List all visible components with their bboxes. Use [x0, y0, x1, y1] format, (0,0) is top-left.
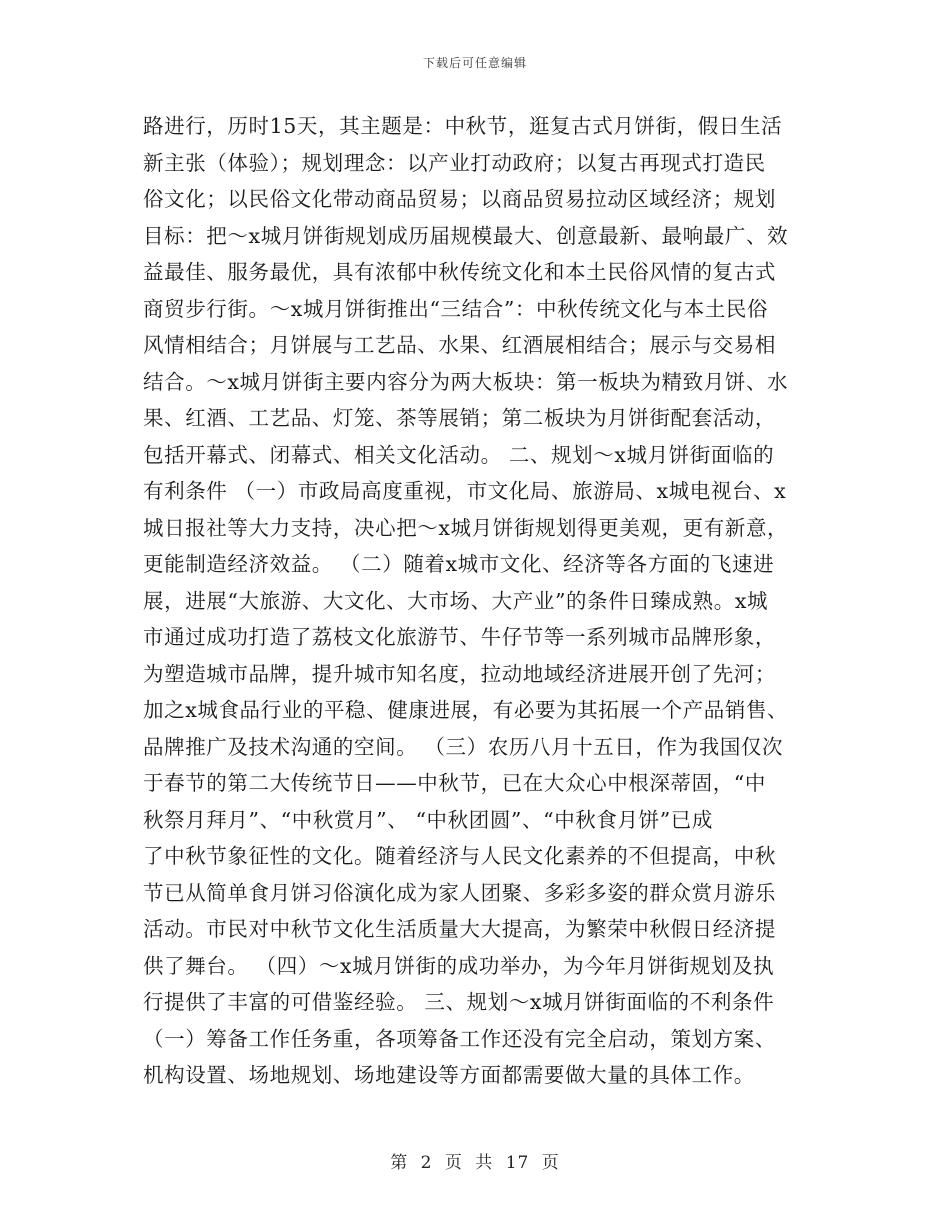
text-line: 品牌推广及技术沟通的空间。 （三）农历八月十五日，作为我国仅次 — [143, 734, 784, 759]
text-line: 行提供了丰富的可借鉴经验。 三、规划～x城月饼街面临的不利条件 — [143, 990, 775, 1014]
text-line: 包括开幕式、闭幕式、相关文化活动。 二、规划～x城月饼街面临的 — [143, 442, 775, 467]
text-line: 了中秋节象征性的文化。随着经济与人民文化素养的不但提高，中秋 — [143, 844, 776, 868]
header-note: 下载后可任意编辑 — [422, 56, 527, 70]
text-line: 有利条件 （一）市政局高度重视，市文化局、旅游局、x城电视台、x — [143, 479, 787, 503]
text-line: 秋祭月拜月”、“中秋赏月”、 “中秋团圆”、“中秋食月饼”已成 — [143, 807, 713, 832]
text-line: 果、红酒、工艺品、灯笼、茶等展销；第二板块为月饼街配套活动， — [143, 406, 776, 430]
text-line: 目标：把～x城月饼街规划成历届规模最大、创意最新、最响最广、效 — [143, 223, 789, 248]
text-line: 加之x城食品行业的平稳、健康进展，有必要为其拓展一个产品销售、 — [143, 698, 789, 722]
text-line: 城日报社等大力支持，决心把～x城月饼街规划得更美观，更有新意， — [143, 515, 789, 540]
text-line: 路进行，历时15天，其主题是：中秋节，逛复古式月饼街，假日生活 — [143, 114, 783, 138]
text-line: 于春节的第二大传统节日——中秋节，已在大众心中根深蒂固，“中 — [143, 771, 766, 795]
body-text — [143, 108, 813, 1094]
text-line: 更能制造经济效益。 （二）随着x城市文化、经济等各方面的飞速进 — [143, 552, 775, 576]
text-line: 节已从简单食月饼习俗演化成为家人团聚、多彩多姿的群众赏月游乐 — [143, 880, 776, 905]
text-line: 益最佳、服务最优，具有浓郁中秋传统文化和本土民俗风情的复古式 — [143, 260, 776, 284]
text-line: 供了舞台。 （四）～x城月饼街的成功举办，为今年月饼街规划及执 — [143, 953, 775, 978]
text-line: 机构设置、场地规划、场地建设等方面都需要做大量的具体工作。 — [143, 1063, 755, 1087]
text-line: 俗文化；以民俗文化带动商品贸易；以商品贸易拉动区域经济；规划 — [143, 187, 776, 211]
text-line: 新主张（体验）；规划理念：以产业打动政府；以复古再现式打造民 — [143, 150, 766, 175]
text-line: 展，进展“大旅游、大文化、大市场、大产业”的条件日臻成熟。x城 — [143, 588, 769, 613]
text-line: 为塑造城市品牌，提升城市知名度，拉动地域经济进展开创了先河； — [143, 661, 776, 686]
text-line: 商贸步行街。～x城月饼街推出“三结合”：中秋传统文化与本土民俗 — [143, 296, 769, 321]
text-line: 活动。市民对中秋节文化生活质量大大提高，为繁荣中秋假日经济提 — [143, 917, 776, 941]
text-line: 结合。～x城月饼街主要内容分为两大板块：第一板块为精致月饼、水 — [143, 369, 789, 394]
text-line: 风情相结合；月饼展与工艺品、水果、红酒展相结合；展示与交易相 — [143, 333, 776, 357]
text-line: （一）筹备工作任务重，各项筹备工作还没有完全启动，策划方案、 — [143, 1026, 776, 1051]
page-footer: 第 2 页 共 17 页 — [390, 1153, 560, 1173]
text-line: 市通过成功打造了荔枝文化旅游节、牛仔节等一系列城市品牌形象， — [143, 625, 776, 649]
